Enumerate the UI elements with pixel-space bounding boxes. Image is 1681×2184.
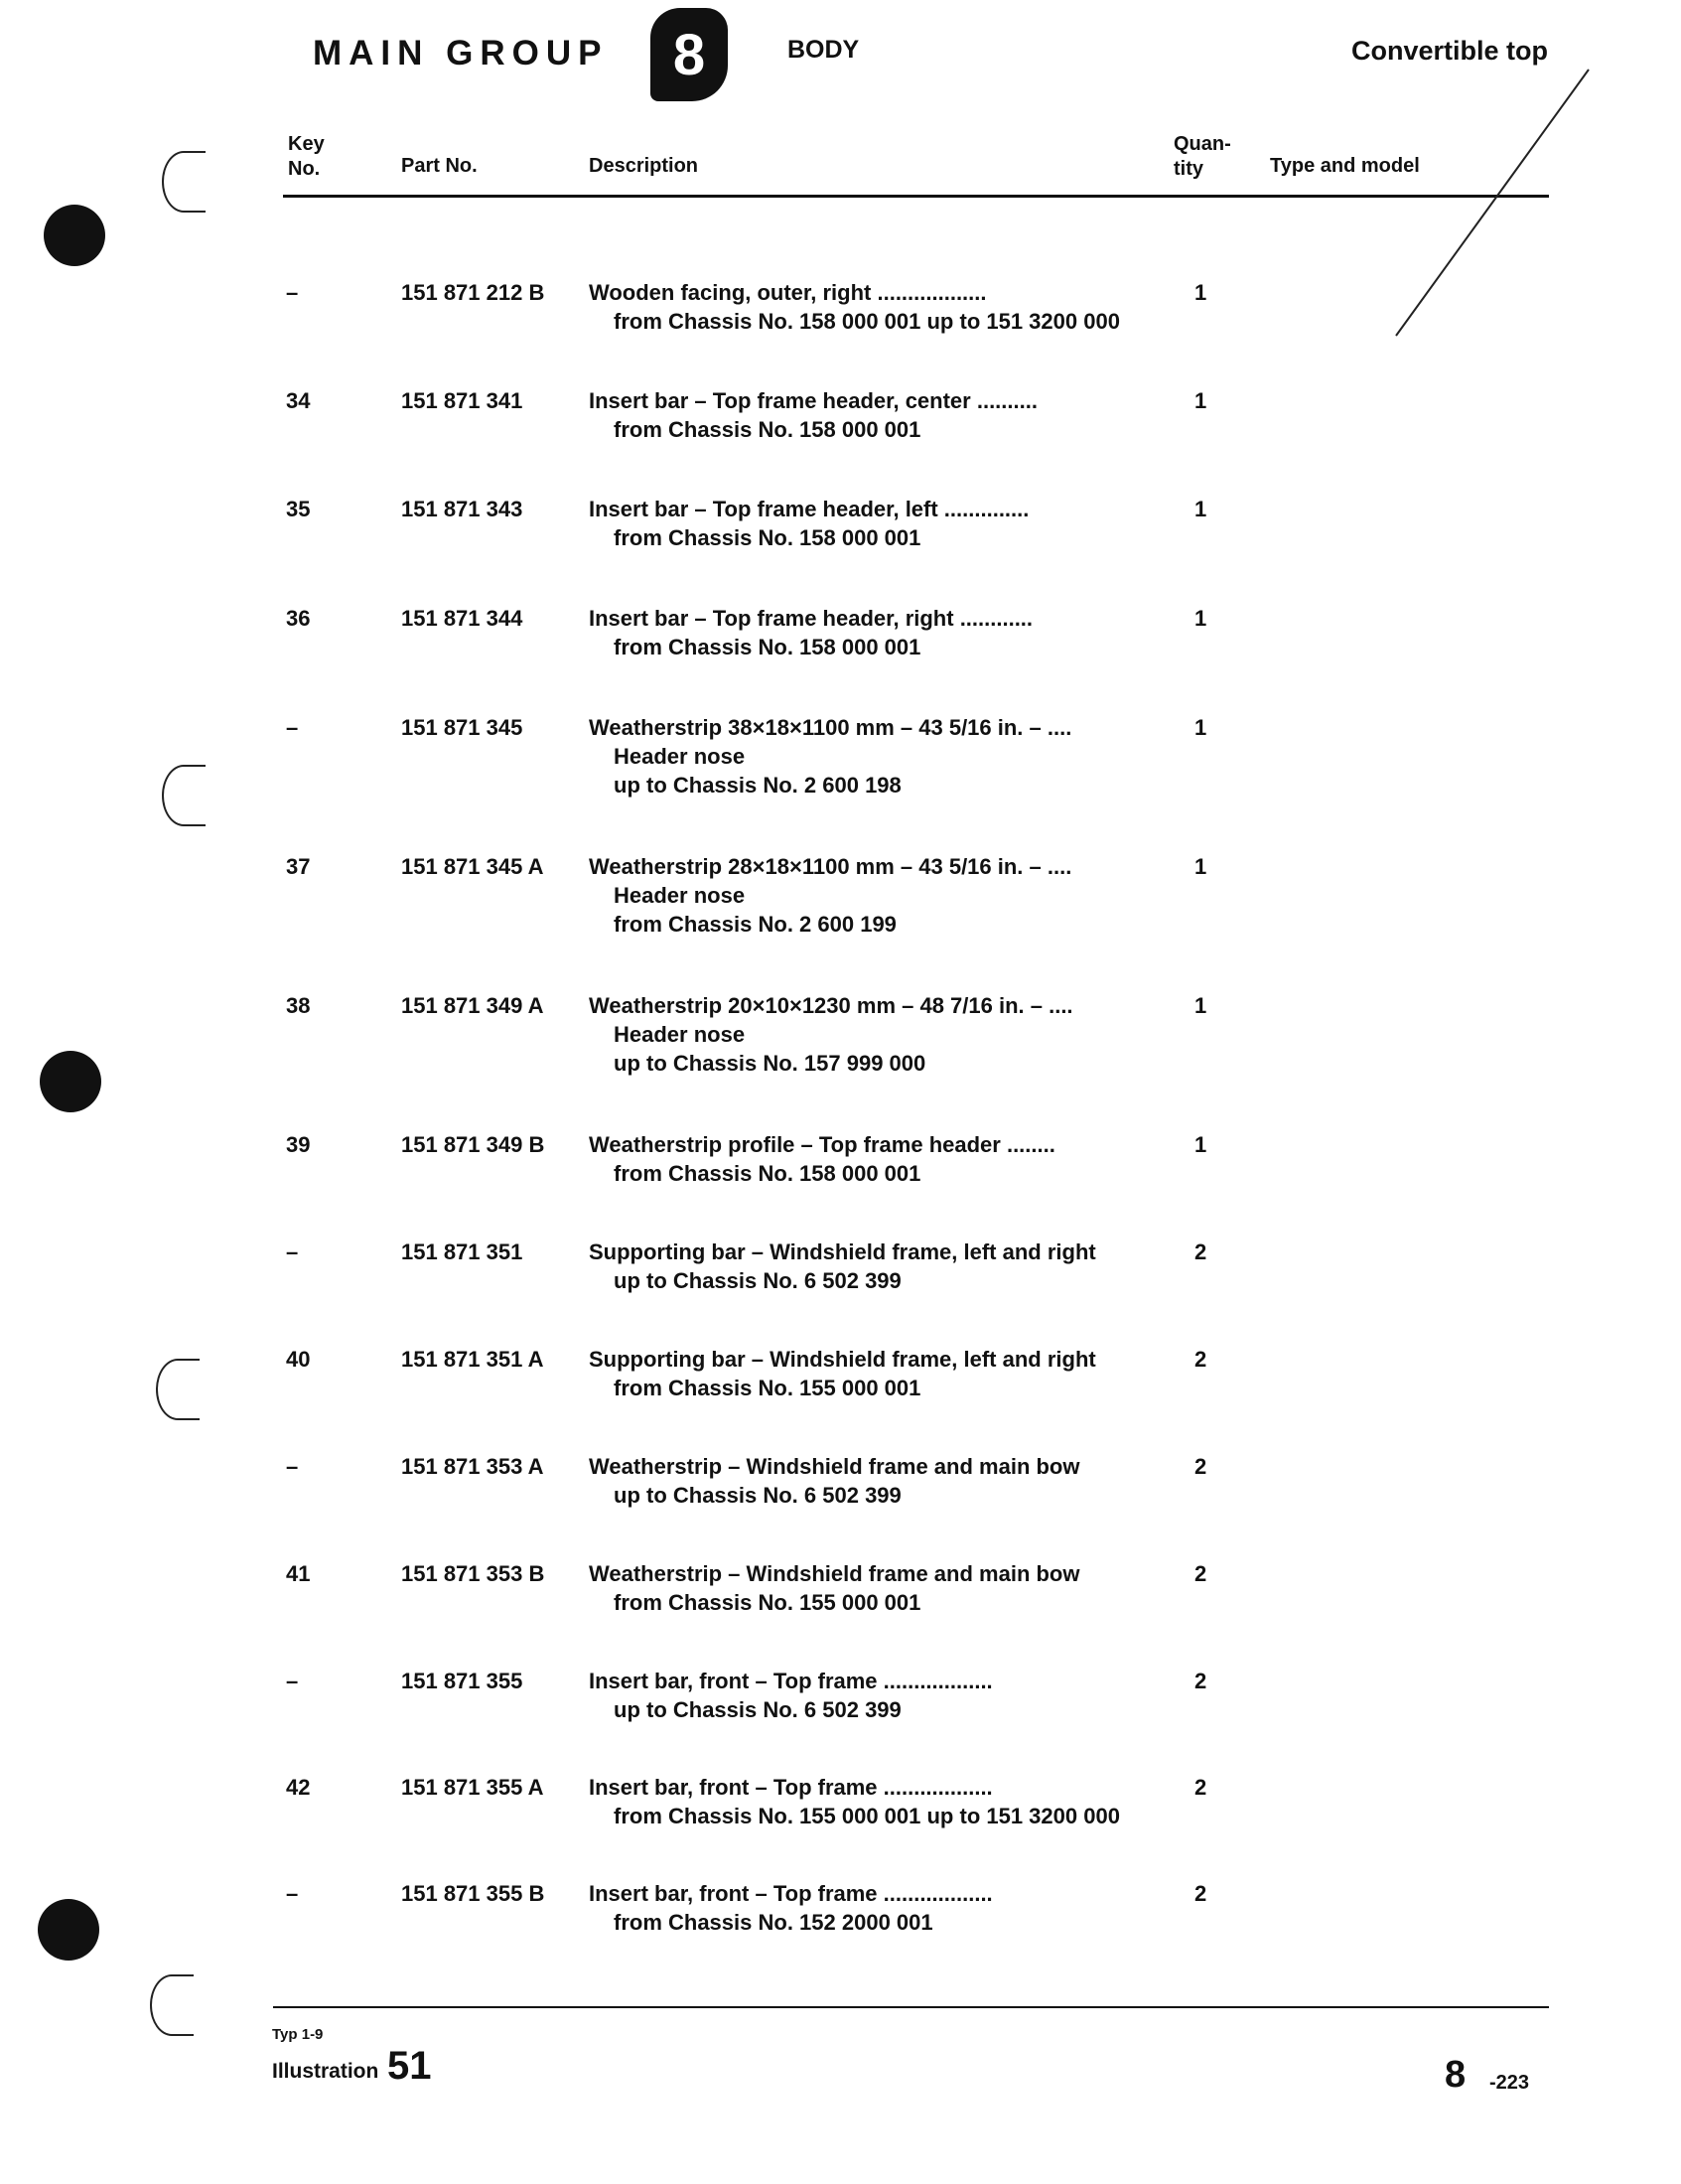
subsection-title: Convertible top — [1351, 36, 1549, 66]
description-line: up to Chassis No. 6 502 399 — [614, 1697, 902, 1722]
description-line: Header nose — [614, 883, 746, 908]
main-group-label: MAIN GROUP — [313, 34, 609, 73]
binder-arc-4 — [150, 1974, 194, 2036]
part-number: 151 871 341 — [401, 388, 523, 413]
key-number: 34 — [286, 388, 311, 413]
diagonal-strike-line — [1390, 60, 1609, 358]
type-reference: Typ 1-9 — [272, 2026, 324, 2043]
column-header-key-no — [288, 132, 325, 182]
description-line: Insert bar, front – Top frame .................. — [589, 1669, 993, 1693]
description-line: from Chassis No. 155 000 001 — [614, 1590, 921, 1615]
key-number: – — [286, 280, 299, 305]
key-number: 39 — [286, 1132, 311, 1157]
part-description — [589, 1667, 1155, 1724]
part-number: 151 871 344 — [401, 606, 523, 631]
key-number: – — [286, 1669, 299, 1693]
key-number: 38 — [286, 993, 311, 1018]
illustration-number: 51 — [387, 2044, 432, 2088]
description-line: Insert bar – Top frame header, left .............. — [589, 497, 1030, 521]
key-number: 41 — [286, 1561, 311, 1586]
quantity: 1 — [1194, 388, 1207, 413]
binder-arc-2 — [162, 765, 206, 826]
part-description — [589, 1559, 1155, 1617]
description-line: Insert bar, front – Top frame .................. — [589, 1881, 993, 1906]
description-line: from Chassis No. 158 000 001 — [614, 1161, 921, 1186]
part-description — [589, 278, 1155, 336]
column-header-quantity — [1174, 132, 1231, 182]
quantity: 1 — [1194, 497, 1207, 521]
description-line: Weatherstrip 20×10×1230 mm – 48 7/16 in. – .... — [589, 993, 1073, 1018]
part-number: 151 871 349 A — [401, 993, 544, 1018]
quantity: 1 — [1194, 715, 1207, 740]
column-header-type-and-model: Type and model — [1270, 155, 1420, 177]
key-number: – — [286, 715, 299, 740]
part-description — [589, 1452, 1155, 1510]
quantity: 1 — [1194, 606, 1207, 631]
page-number-sub: -223 — [1489, 2072, 1530, 2094]
description-line: Insert bar – Top frame header, right ............ — [589, 606, 1034, 631]
part-number: 151 871 355 B — [401, 1881, 545, 1906]
quantity: 2 — [1194, 1881, 1207, 1906]
group-number-badge: 8 — [650, 8, 728, 101]
description-line: from Chassis No. 158 000 001 up to 151 3200 000 — [614, 309, 1120, 334]
description-line: up to Chassis No. 157 999 000 — [614, 1051, 926, 1076]
key-number: – — [286, 1881, 299, 1906]
illustration-label: Illustration — [272, 2060, 379, 2083]
part-description — [589, 852, 1155, 939]
key-number: – — [286, 1454, 299, 1479]
part-description — [589, 386, 1155, 444]
part-number: 151 871 353 B — [401, 1561, 545, 1586]
quantity: 2 — [1194, 1454, 1207, 1479]
column-header-quantity-line-1: Quan- — [1174, 133, 1231, 155]
punch-hole-top — [44, 205, 105, 266]
part-number: 151 871 351 — [401, 1239, 523, 1264]
key-number: – — [286, 1239, 299, 1264]
part-description — [589, 1238, 1155, 1295]
description-line: Insert bar – Top frame header, center .......... — [589, 388, 1038, 413]
key-number: 35 — [286, 497, 311, 521]
column-header-part-no: Part No. — [401, 155, 478, 177]
description-line: Insert bar, front – Top frame .................. — [589, 1775, 993, 1800]
part-description — [589, 713, 1155, 800]
part-description — [589, 604, 1155, 661]
part-description — [589, 1345, 1155, 1402]
description-line: up to Chassis No. 6 502 399 — [614, 1483, 902, 1508]
part-description — [589, 1773, 1155, 1830]
description-line: Header nose — [614, 744, 746, 769]
part-number: 151 871 353 A — [401, 1454, 544, 1479]
description-line: Header nose — [614, 1022, 746, 1047]
quantity: 2 — [1194, 1347, 1207, 1372]
part-description — [589, 1130, 1155, 1188]
binder-arc-1 — [162, 151, 206, 213]
description-line: from Chassis No. 2 600 199 — [614, 912, 897, 937]
description-line: Weatherstrip – Windshield frame and main bow — [589, 1561, 1080, 1586]
description-line: from Chassis No. 158 000 001 — [614, 525, 921, 550]
description-line: from Chassis No. 158 000 001 — [614, 635, 921, 659]
description-line: Supporting bar – Windshield frame, left and right — [589, 1239, 1096, 1264]
description-line: from Chassis No. 152 2000 001 — [614, 1910, 933, 1935]
key-number: 42 — [286, 1775, 311, 1800]
key-number: 40 — [286, 1347, 311, 1372]
punch-hole-middle — [40, 1051, 101, 1112]
part-number: 151 871 212 B — [401, 280, 545, 305]
part-number: 151 871 351 A — [401, 1347, 544, 1372]
quantity: 2 — [1194, 1775, 1207, 1800]
section-title: BODY — [787, 36, 860, 64]
description-line: from Chassis No. 158 000 001 — [614, 417, 921, 442]
column-header-key-line-1: Key — [288, 133, 325, 155]
description-line: from Chassis No. 155 000 001 — [614, 1376, 921, 1400]
part-description — [589, 1879, 1155, 1937]
part-number: 151 871 345 — [401, 715, 523, 740]
quantity: 2 — [1194, 1669, 1207, 1693]
column-header-quantity-line-2: tity — [1174, 158, 1203, 180]
part-description — [589, 991, 1155, 1078]
quantity: 2 — [1194, 1561, 1207, 1586]
footer-rule — [273, 2006, 1549, 2008]
description-line: Weatherstrip profile – Top frame header ........ — [589, 1132, 1055, 1157]
description-line: up to Chassis No. 2 600 198 — [614, 773, 902, 798]
column-header-description: Description — [589, 155, 699, 177]
key-number: 36 — [286, 606, 311, 631]
description-line: Weatherstrip – Windshield frame and main bow — [589, 1454, 1080, 1479]
punch-hole-bottom — [38, 1899, 99, 1961]
quantity: 1 — [1194, 280, 1207, 305]
description-line: Weatherstrip 28×18×1100 mm – 43 5/16 in. – .... — [589, 854, 1072, 879]
description-line: from Chassis No. 155 000 001 up to 151 3200 000 — [614, 1804, 1120, 1828]
quantity: 1 — [1194, 854, 1207, 879]
header-rule — [283, 195, 1549, 198]
key-number: 37 — [286, 854, 311, 879]
binder-arc-3 — [156, 1359, 200, 1420]
part-number: 151 871 349 B — [401, 1132, 545, 1157]
column-header-key-line-2: No. — [288, 158, 321, 180]
part-description — [589, 495, 1155, 552]
part-number: 151 871 355 — [401, 1669, 523, 1693]
page-number-group: 8 — [1445, 2054, 1467, 2096]
part-number: 151 871 343 — [401, 497, 523, 521]
description-line: Supporting bar – Windshield frame, left and right — [589, 1347, 1096, 1372]
description-line: Weatherstrip 38×18×1100 mm – 43 5/16 in. – .... — [589, 715, 1072, 740]
part-number: 151 871 345 A — [401, 854, 544, 879]
part-number: 151 871 355 A — [401, 1775, 544, 1800]
description-line: up to Chassis No. 6 502 399 — [614, 1268, 902, 1293]
description-line: Wooden facing, outer, right .................. — [589, 280, 987, 305]
quantity: 1 — [1194, 993, 1207, 1018]
quantity: 1 — [1194, 1132, 1207, 1157]
quantity: 2 — [1194, 1239, 1207, 1264]
